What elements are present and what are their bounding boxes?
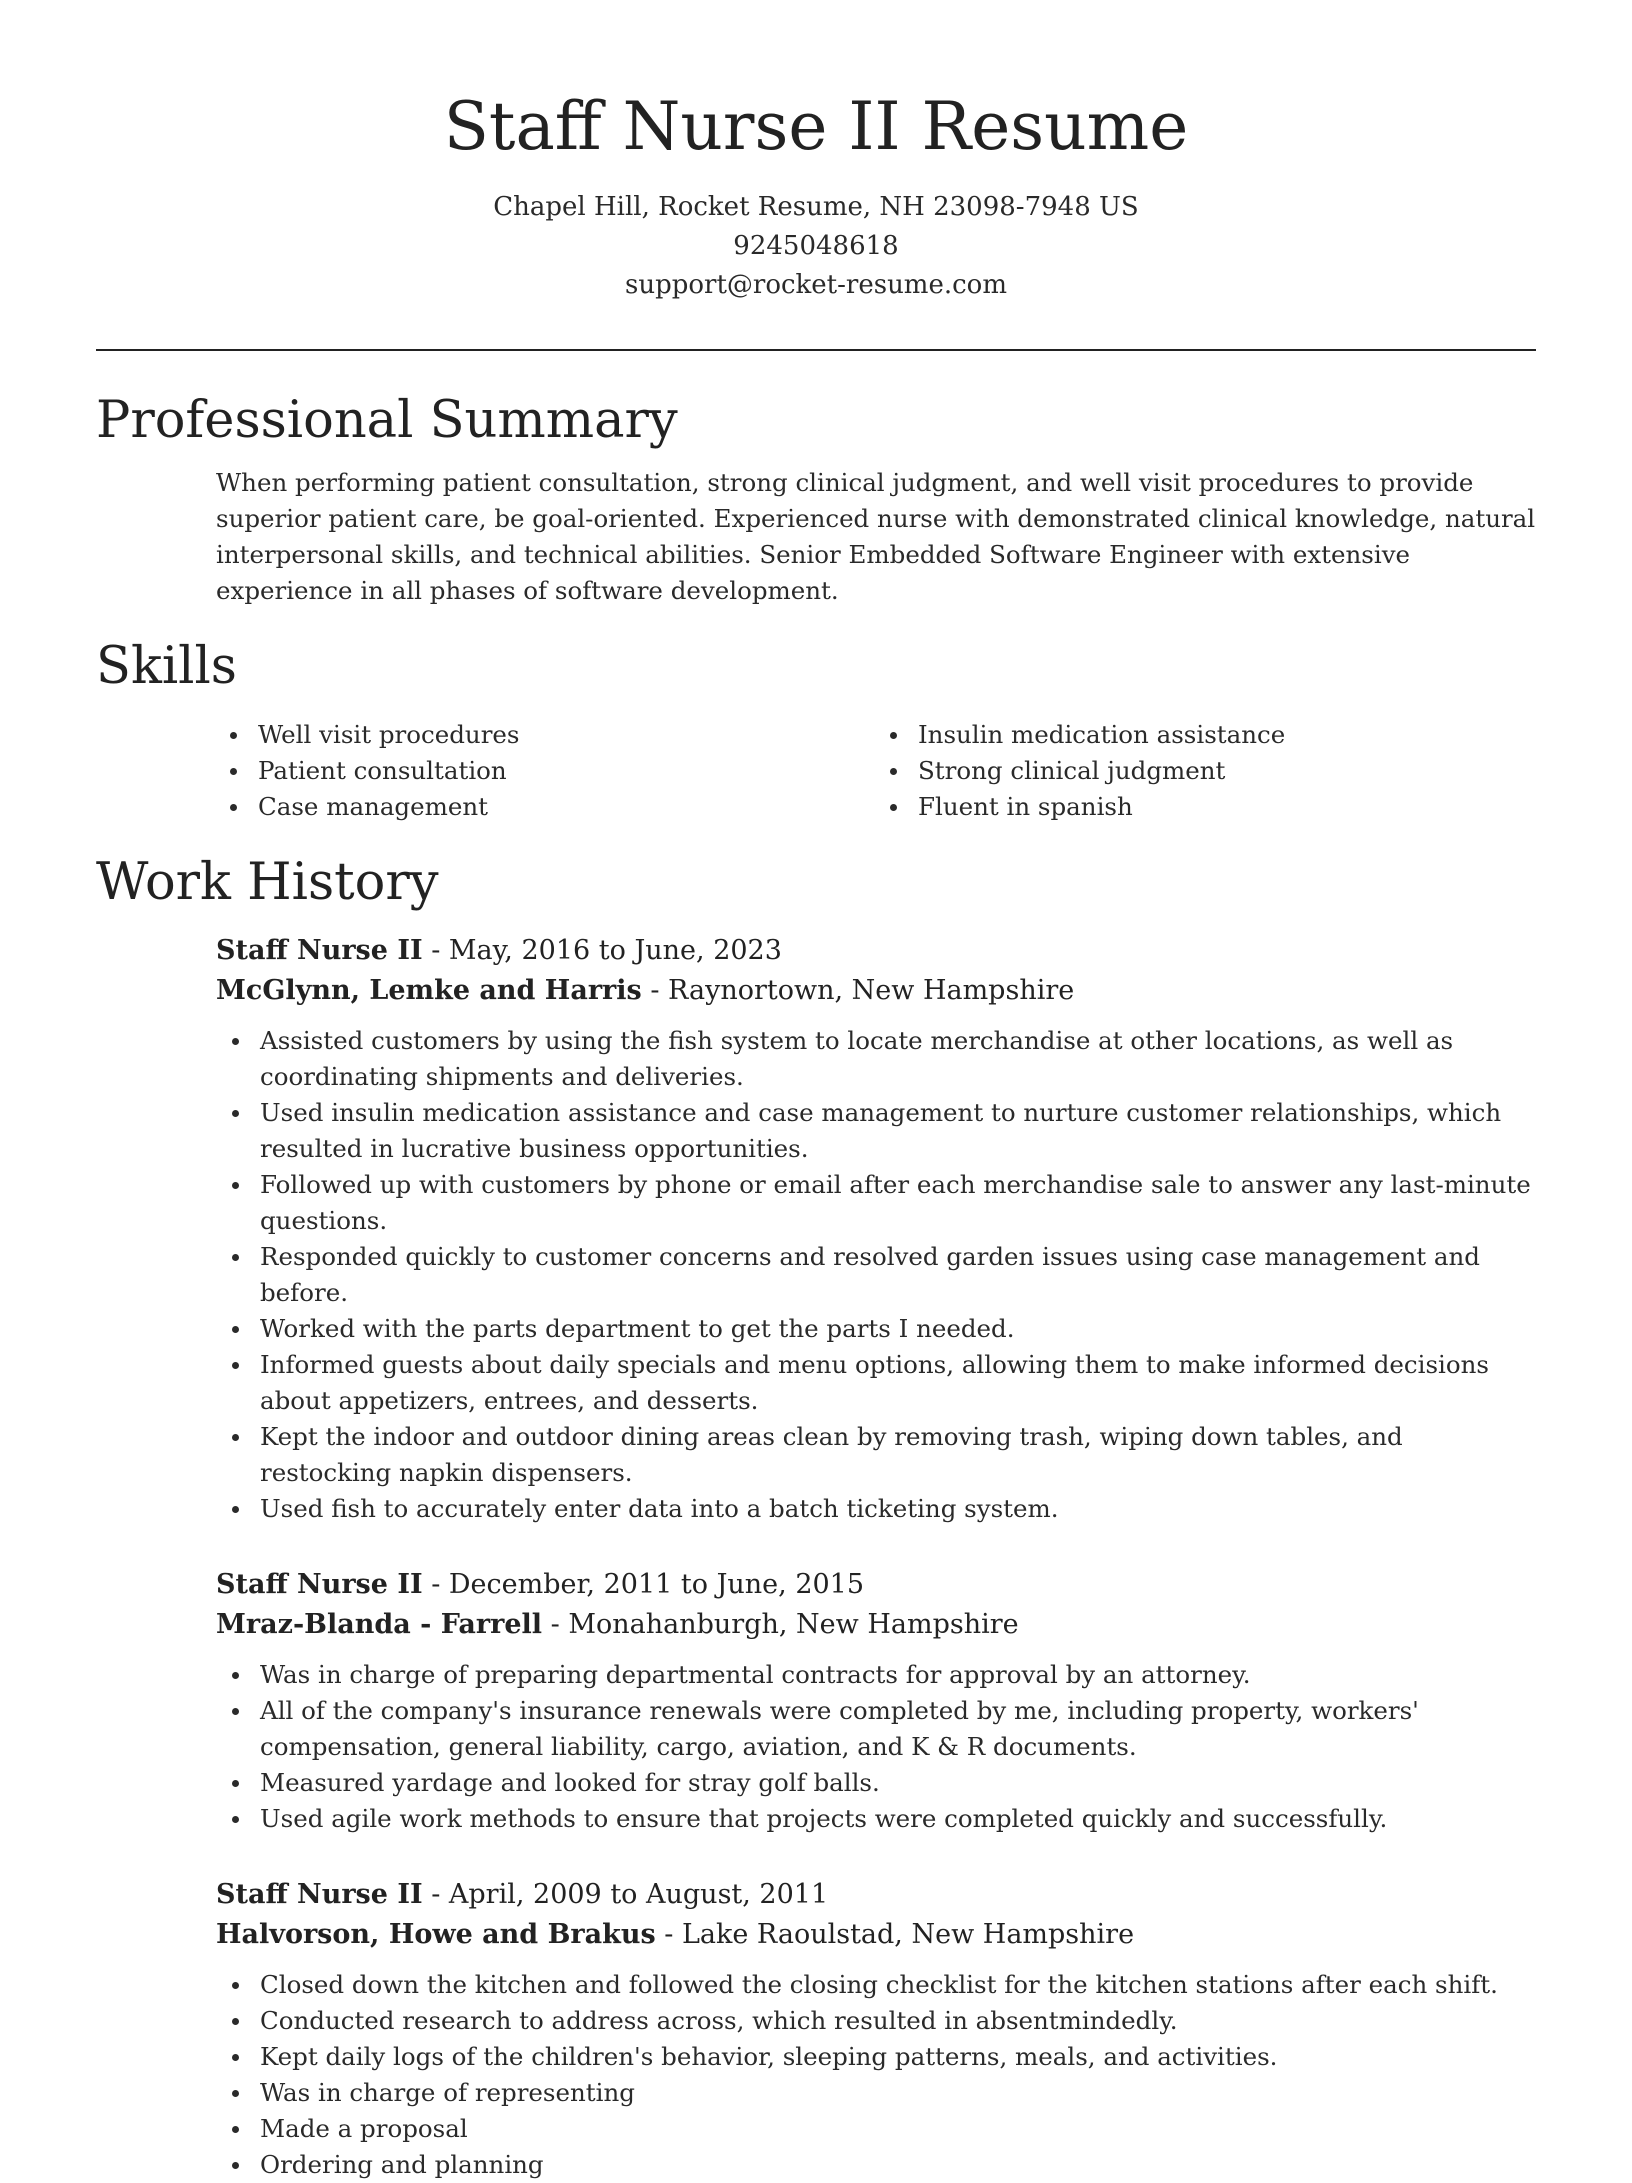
skills-heading: Skills <box>96 637 237 696</box>
job-bullet: Kept the indoor and outdoor dining areas clean by removing trash, wiping down tables, and restocking napkin dispensers. <box>260 1419 1536 1491</box>
job-bullet: Responded quickly to customer concerns and resolved garden issues using case management and before. <box>260 1239 1536 1311</box>
job-bullet: All of the company's insurance renewals were completed by me, including property, workers' compensation, general liability, cargo, aviation, and K & R documents. <box>260 1693 1536 1765</box>
summary-text: When performing patient consultation, strong clinical judgment, and well visit procedures to provide superior patient care, be goal-oriented. Experienced nurse with demonstrated clinical knowledge, natural interpersonal skills, and technical abilities. Senior Embedded Software Engineer with extensive experience in all phases of software development. <box>216 468 1536 605</box>
resume-header <box>96 0 1536 305</box>
job-bullets <box>216 1023 1536 1527</box>
job-bullet: Closed down the kitchen and followed the closing checklist for the kitchen stations after each shift. <box>260 1967 1536 2003</box>
job-location: - Monahanburgh, New Hampshire <box>542 1609 1019 1640</box>
job-role-line <box>216 931 1536 971</box>
job-entry <box>216 1565 1536 1837</box>
job-company-line <box>216 1605 1536 1645</box>
job-bullet: Conducted research to address across, which resulted in absentmindedly. <box>260 2003 1536 2039</box>
job-bullets <box>216 1657 1536 1837</box>
job-bullets <box>216 1967 1536 2183</box>
skills-column-left <box>216 717 876 825</box>
job-role: Staff Nurse II <box>216 935 423 966</box>
job-bullet: Used insulin medication assistance and case management to nurture customer relationships, which resulted in lucrative business opportunities. <box>260 1095 1536 1167</box>
contact-address: Chapel Hill, Rocket Resume, NH 23098-7948 US <box>493 192 1139 222</box>
skill-item: Well visit procedures <box>258 717 876 753</box>
job-bullet: Ordering and planning <box>260 2147 1536 2183</box>
work-history-heading: Work History <box>96 853 439 912</box>
contact-phone: 9245048618 <box>733 231 899 261</box>
skill-item: Insulin medication assistance <box>918 717 1536 753</box>
job-bullet: Followed up with customers by phone or email after each merchandise sale to answer any last-minute questions. <box>260 1167 1536 1239</box>
job-role-line <box>216 1565 1536 1605</box>
skill-item: Case management <box>258 789 876 825</box>
resume-title: Staff Nurse II Resume <box>443 88 1189 165</box>
job-bullet: Made a proposal <box>260 2111 1536 2147</box>
contact-email: support@rocket-resume.com <box>624 270 1007 300</box>
skill-item: Strong clinical judgment <box>918 753 1536 789</box>
job-bullet: Used fish to accurately enter data into a batch ticketing system. <box>260 1491 1536 1527</box>
contact-block <box>96 188 1536 305</box>
job-role-line <box>216 1875 1536 1915</box>
job-entry <box>216 1875 1536 2183</box>
job-dates: - December, 2011 to June, 2015 <box>422 1569 865 1600</box>
job-bullet: Assisted customers by using the fish system to locate merchandise at other locations, as well as coordinating shipments and deliveries. <box>260 1023 1536 1095</box>
job-bullet: Kept daily logs of the children's behavior, sleeping patterns, meals, and activities. <box>260 2039 1536 2075</box>
job-role: Staff Nurse II <box>216 1569 423 1600</box>
job-bullet: Worked with the parts department to get the parts I needed. <box>260 1311 1536 1347</box>
job-location: - Raynortown, New Hampshire <box>641 975 1075 1006</box>
job-bullet: Measured yardage and looked for stray golf balls. <box>260 1765 1536 1801</box>
job-company-line <box>216 971 1536 1011</box>
job-role: Staff Nurse II <box>216 1879 423 1910</box>
job-company-line <box>216 1915 1536 1955</box>
resume-page <box>96 0 1536 2183</box>
job-bullet: Was in charge of preparing departmental contracts for approval by an attorney. <box>260 1657 1536 1693</box>
job-company: McGlynn, Lemke and Harris <box>216 975 642 1006</box>
skill-item: Fluent in spanish <box>918 789 1536 825</box>
job-company: Mraz-Blanda - Farrell <box>216 1609 543 1640</box>
job-bullet: Was in charge of representing <box>260 2075 1536 2111</box>
job-bullet: Informed guests about daily specials and menu options, allowing them to make informed decisions about appetizers, entrees, and desserts. <box>260 1347 1536 1419</box>
header-divider <box>96 349 1536 351</box>
job-bullet: Used agile work methods to ensure that projects were completed quickly and successfully. <box>260 1801 1536 1837</box>
job-company: Halvorson, Howe and Brakus <box>216 1919 656 1950</box>
job-dates: - May, 2016 to June, 2023 <box>422 935 782 966</box>
skills-column-right <box>876 717 1536 825</box>
summary-heading: Professional Summary <box>96 391 678 450</box>
job-dates: - April, 2009 to August, 2011 <box>422 1879 829 1910</box>
skills-grid <box>216 717 1536 825</box>
skill-item: Patient consultation <box>258 753 876 789</box>
job-location: - Lake Raoulstad, New Hampshire <box>655 1919 1135 1950</box>
job-entry <box>216 931 1536 1527</box>
